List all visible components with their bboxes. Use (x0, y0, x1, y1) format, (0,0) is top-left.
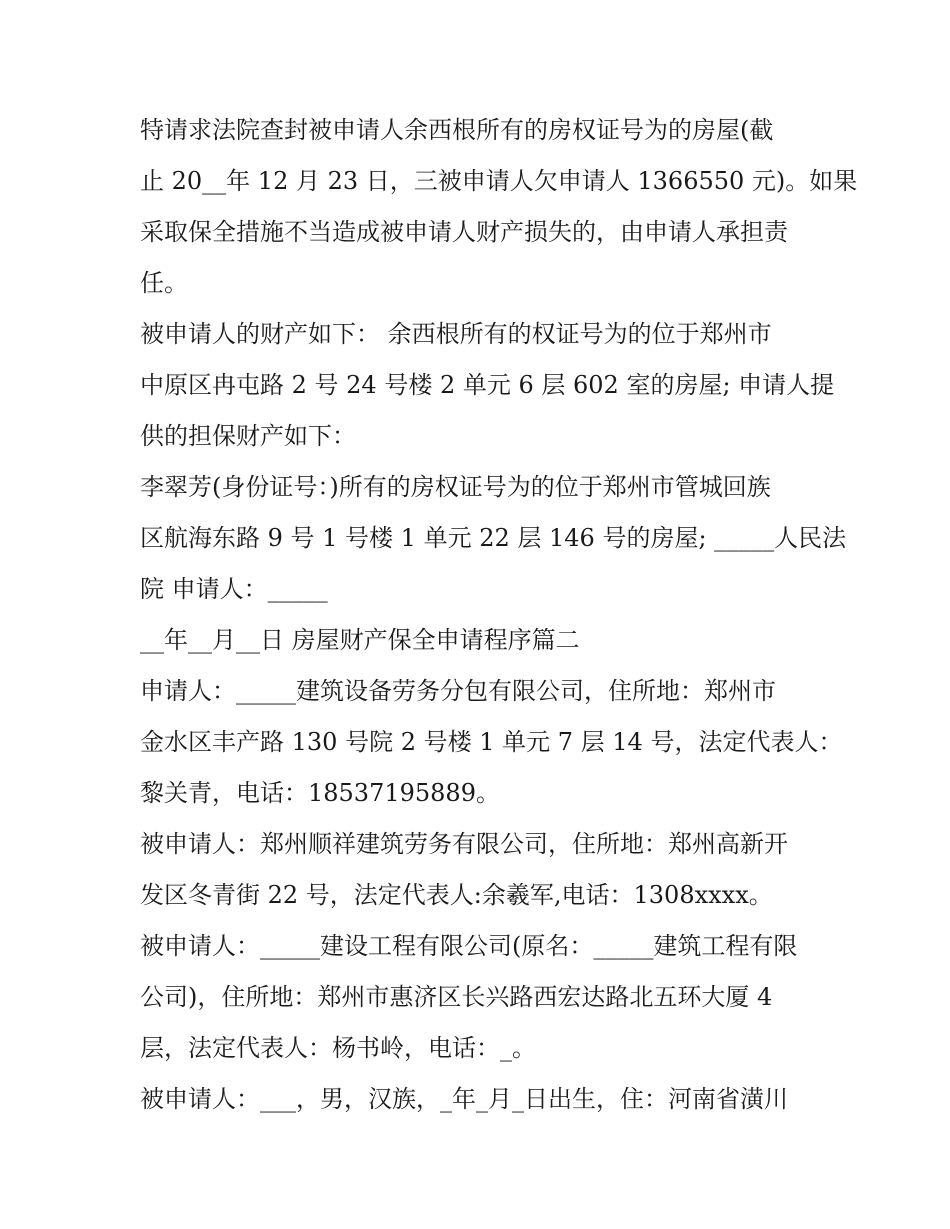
text-line: 区航海东路 9 号 1 号楼 1 单元 22 层 146 号的房屋; _____人民法 (140, 524, 847, 552)
text-line: 被申请人的财产如下： 余西根所有的权证号为的位于郑州市 (140, 320, 772, 348)
text-line: 供的担保财产如下： (140, 422, 356, 450)
text-line: 院 申请人：_____ (140, 575, 328, 603)
section-heading: __年__月__日 房屋财产保全申请程序篇二 (140, 626, 580, 654)
text-line: 特请求法院查封被申请人余西根所有的房权证号为的房屋(截 (140, 116, 774, 144)
text-line: 层，法定代表人：杨书岭，电话：_。 (140, 1034, 536, 1062)
document-body (140, 105, 858, 1125)
text-line: 止 20__年 12 月 23 日，三被申请人欠申请人 1366550 元)。如果 (140, 167, 858, 195)
text-line: 金水区丰产路 130 号院 2 号楼 1 单元 7 层 14 号，法定代表人： (140, 728, 843, 756)
text-line: 被申请人：郑州顺祥建筑劳务有限公司，住所地：郑州高新开 (140, 830, 788, 858)
text-line: 被申请人：___，男，汉族，_年_月_日出生，住：河南省潢川 (140, 1085, 788, 1113)
text-line: 黎关青，电话：18537195889。 (140, 779, 500, 807)
text-line: 被申请人：_____建设工程有限公司(原名：_____建筑工程有限 (140, 932, 798, 960)
text-line: 发区冬青街 22 号，法定代表人:余羲军,电话：1308xxxx。 (140, 881, 773, 909)
text-line: 任。 (140, 269, 188, 297)
text-line: 申请人：_____建筑设备劳务分包有限公司，住所地：郑州市 (140, 677, 776, 705)
text-line: 采取保全措施不当造成被申请人财产损失的，由申请人承担责 (140, 218, 788, 246)
text-line: 李翠芳(身份证号：)所有的房权证号为的位于郑州市管城回族 (140, 473, 771, 501)
text-line: 中原区冉屯路 2 号 24 号楼 2 单元 6 层 602 室的房屋; 申请人提 (140, 371, 835, 399)
text-line: 公司)，住所地：郑州市惠济区长兴路西宏达路北五环大厦 4 (140, 983, 773, 1011)
